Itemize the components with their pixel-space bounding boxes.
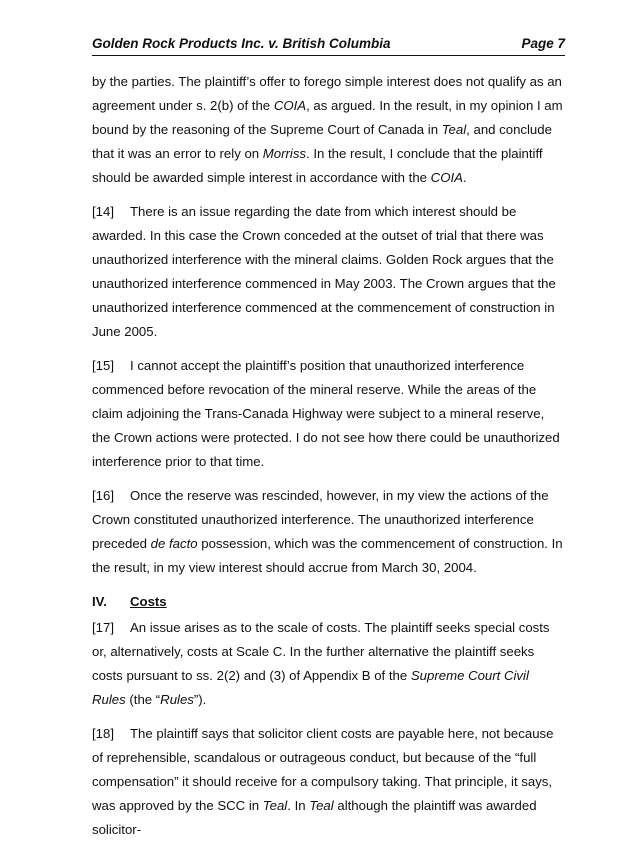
statute-ref: COIA [273,98,307,113]
paragraph-14 [92,200,566,344]
paragraph-text: There is an issue regarding the date from which interest should be awarded. In this case the Crown conceded at the outset of trial that there was unauthorized interference with the mineral claims. Golden Rock argues that the unauthorized interference commenced in May 2003. The Crown argues that the unauthorized interference commenced at the commencement of construction in June 2005. [92,204,556,339]
section-title: Costs [130,594,167,609]
running-header [92,36,565,56]
latin-term: de facto [150,536,198,551]
paragraph-number: [16] [92,488,114,503]
document-body [92,70,566,852]
section-number: IV. [92,594,107,609]
paragraph-17: [17] An issue arises as to the scale of costs. The plaintiff seeks special costs or, alternatively, costs at Scale C. In the further alternative the plaintiff seeks costs pursuant to ss. 2(2) and (3) of Appendix B of the Supreme Court Civil Rules (the “Rules”). [92,616,566,712]
paragraph-13-continued: by the parties. The plaintiff’s offer to forego simple interest does not qualify as an agreement under s. 2(b) of the COIA, as argued. In the result, in my opinion I am bound by the reasoning of the Supreme Court of Canada in Teal, and conclude that it was an error to rely on Morriss. In the result, I conclude that the plaintiff should be awarded simple interest in accordance with the COIA. [92,74,563,185]
paragraph-18: [18] The plaintiff says that solicitor client costs are payable here, not because of reprehensible, scandalous or outrageous conduct, but because of the “full compensation” it should receive for a compulsory taking. That principle, it says, was approved by the SCC in Teal. In Teal although the plaintiff was awarded solicitor- [92,722,566,842]
case-title: Golden Rock Products Inc. v. British Columbia [92,36,391,51]
case-ref: Teal [262,798,288,813]
case-ref: Teal [441,122,467,137]
paragraph-15 [92,354,566,474]
paragraph-number: [15] [92,358,114,373]
paragraph-16: [16] Once the reserve was rescinded, however, in my view the actions of the Crown constituted unauthorized interference. The unauthorized interference preceded de facto possession, which was the commencement of construction. In the result, in my view interest should accrue from March 30, 2004. [92,484,566,580]
statute-ref: Supreme Court Civil Rules [92,668,529,707]
statute-ref: COIA [430,170,463,185]
paragraph-number: [17] [92,620,114,635]
paragraph-number: [18] [92,726,114,741]
paragraph-text: I cannot accept the plaintiff’s position that unauthorized interference commenced before revocation of the mineral reserve. While the areas of the claim adjoining the Trans-Canada Highway were subject to a mineral reserve, the Crown actions were protected. I do not see how there could be unauthorized interference prior to that time. [92,358,560,469]
section-heading [92,590,566,614]
case-ref: Teal [309,798,334,813]
case-ref: Morriss [262,146,307,161]
paragraph-number: [14] [92,204,114,219]
page-number: Page 7 [521,36,565,51]
defined-term: Rules [160,692,194,707]
